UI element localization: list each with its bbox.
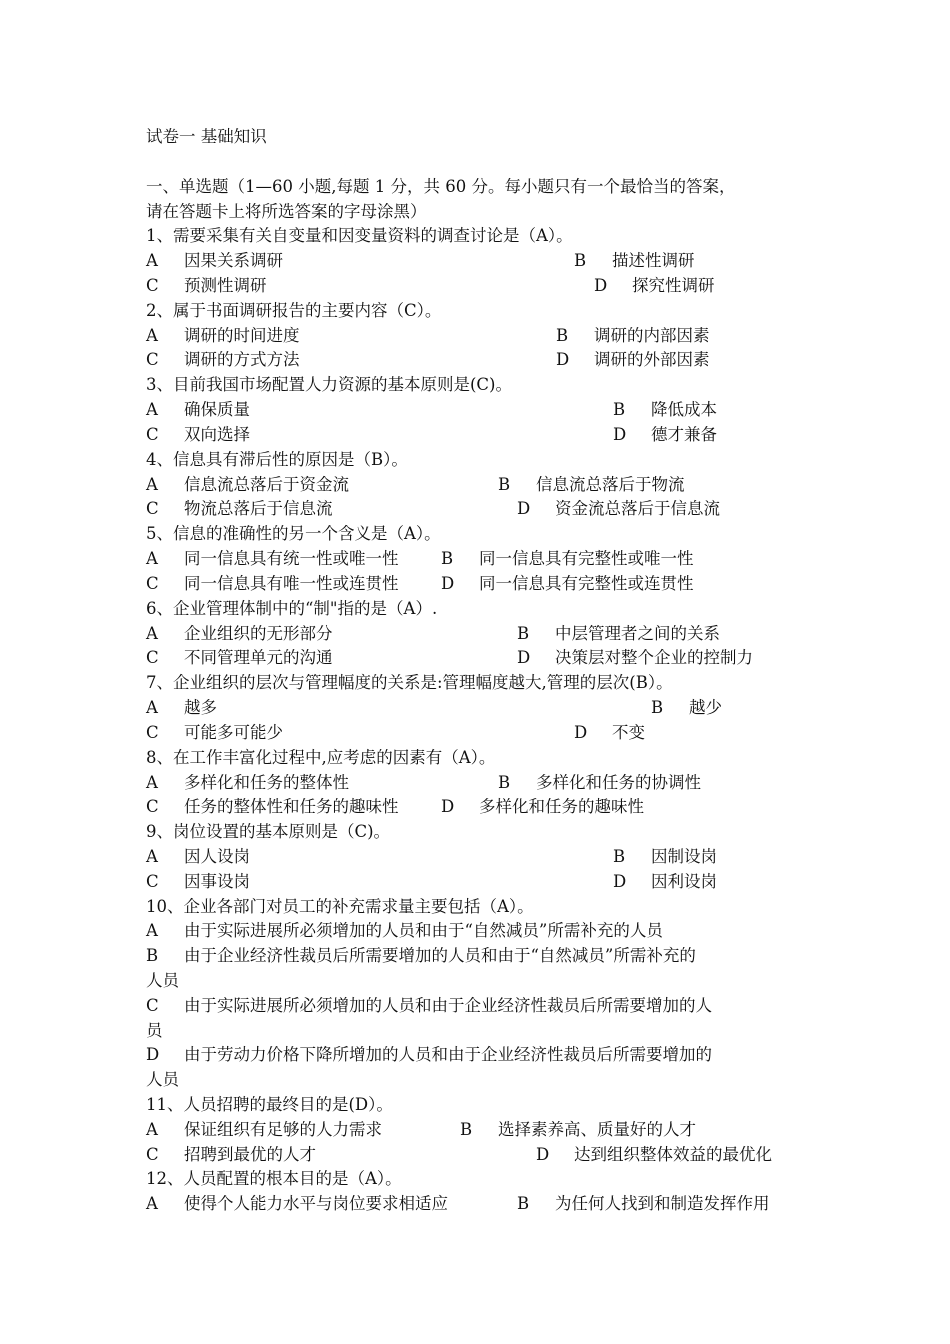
option-letter: A <box>146 326 158 345</box>
q6-option-a <box>146 622 333 647</box>
option-text: 越多 <box>184 698 217 717</box>
option-letter: B <box>517 624 530 643</box>
option-letter: D <box>441 797 455 816</box>
q1-option-b <box>574 249 695 274</box>
q11-option-a <box>146 1118 382 1143</box>
option-letter: D <box>517 499 531 518</box>
option-text: 由于劳动力价格下降所增加的人员和由于企业经济性裁员后所需要增加的 <box>184 1045 712 1064</box>
question-5: 5、信息的准确性的另一个含义是（A）。 <box>146 524 441 543</box>
option-letter: C <box>146 996 159 1015</box>
option-letter: D <box>574 723 588 742</box>
q9-option-a <box>146 845 250 870</box>
option-letter: C <box>146 574 159 593</box>
option-letter: B <box>460 1120 473 1139</box>
option-text: 使得个人能力水平与岗位要求相适应 <box>184 1194 448 1213</box>
option-text: 德才兼备 <box>651 425 717 444</box>
option-letter: B <box>574 251 587 270</box>
option-text: 多样化和任务的趣味性 <box>479 797 644 816</box>
option-text: 任务的整体性和任务的趣味性 <box>184 797 399 816</box>
option-text: 招聘到最优的人才 <box>184 1145 316 1164</box>
q8-option-b <box>498 771 701 796</box>
option-text: 双向选择 <box>184 425 250 444</box>
option-letter: B <box>498 475 511 494</box>
q4-option-a <box>146 473 349 498</box>
option-letter: C <box>146 350 159 369</box>
q5-option-a <box>146 547 399 572</box>
option-text: 保证组织有足够的人力需求 <box>184 1120 382 1139</box>
question-8: 8、在工作丰富化过程中,应考虑的因素有（A）。 <box>146 748 496 767</box>
q8-option-c <box>146 795 399 820</box>
option-letter: B <box>146 946 159 965</box>
question-9: 9、岗位设置的基本原则是（C)。 <box>146 822 391 841</box>
option-letter: D <box>556 350 570 369</box>
option-text: 多样化和任务的整体性 <box>184 773 349 792</box>
q4-option-b <box>498 473 685 498</box>
q6-option-d <box>517 646 753 671</box>
option-text: 预测性调研 <box>184 276 267 295</box>
section-heading-line2: 请在答题卡上将所选答案的字母涂黑） <box>146 202 427 221</box>
q10-option-c <box>146 994 712 1019</box>
option-letter: C <box>146 723 159 742</box>
q5-option-b <box>441 547 694 572</box>
option-text: 同一信息具有完整性或唯一性 <box>479 549 694 568</box>
q1-option-c <box>146 274 267 299</box>
option-letter: D <box>536 1145 550 1164</box>
option-letter: C <box>146 797 159 816</box>
option-text: 调研的内部因素 <box>594 326 710 345</box>
option-text: 调研的时间进度 <box>184 326 300 345</box>
option-letter: D <box>146 1045 160 1064</box>
q10-option-d-continued: 人员 <box>146 1070 179 1089</box>
option-text: 调研的方式方法 <box>184 350 300 369</box>
q1-option-a <box>146 249 283 274</box>
q1-option-d <box>594 274 715 299</box>
option-text: 企业组织的无形部分 <box>184 624 333 643</box>
question-4: 4、信息具有滞后性的原因是（B）。 <box>146 450 408 469</box>
option-text: 因制设岗 <box>651 847 717 866</box>
q9-option-d <box>613 870 717 895</box>
q3-option-b <box>613 398 717 423</box>
option-letter: A <box>146 1120 158 1139</box>
question-12: 12、人员配置的根本目的是（A）。 <box>146 1169 402 1188</box>
option-letter: B <box>498 773 511 792</box>
exam-title: 试卷一 基础知识 <box>146 127 267 146</box>
option-text: 由于实际进展所必须增加的人员和由于“自然减员”所需补充的人员 <box>184 921 663 940</box>
option-letter: A <box>146 624 158 643</box>
option-letter: A <box>146 549 158 568</box>
question-11: 11、人员招聘的最终目的是(D）。 <box>146 1095 393 1114</box>
q4-option-d <box>517 497 720 522</box>
option-letter: B <box>441 549 454 568</box>
q2-option-d <box>556 348 710 373</box>
question-7: 7、企业组织的层次与管理幅度的关系是:管理幅度越大,管理的层次(B）。 <box>146 673 673 692</box>
option-letter: B <box>613 847 626 866</box>
option-text: 达到组织整体效益的最优化 <box>574 1145 772 1164</box>
option-letter: B <box>613 400 626 419</box>
q3-option-c <box>146 423 250 448</box>
option-text: 资金流总落后于信息流 <box>555 499 720 518</box>
option-text: 同一信息具有统一性或唯一性 <box>184 549 399 568</box>
option-text: 因果关系调研 <box>184 251 283 270</box>
option-text: 降低成本 <box>651 400 717 419</box>
option-text: 确保质量 <box>184 400 250 419</box>
q11-option-b <box>460 1118 696 1143</box>
q10-option-b-continued: 人员 <box>146 971 179 990</box>
option-letter: A <box>146 475 158 494</box>
option-text: 信息流总落后于物流 <box>536 475 685 494</box>
option-letter: C <box>146 872 159 891</box>
option-text: 描述性调研 <box>612 251 695 270</box>
q3-option-d <box>613 423 717 448</box>
q11-option-c <box>146 1143 316 1168</box>
option-letter: A <box>146 400 158 419</box>
option-letter: A <box>146 1194 158 1213</box>
option-letter: C <box>146 425 159 444</box>
option-text: 决策层对整个企业的控制力 <box>555 648 753 667</box>
q6-option-c <box>146 646 333 671</box>
q5-option-d <box>441 572 694 597</box>
q7-option-a <box>146 696 217 721</box>
option-text: 可能多可能少 <box>184 723 283 742</box>
option-text: 因事设岗 <box>184 872 250 891</box>
option-text: 同一信息具有唯一性或连贯性 <box>184 574 399 593</box>
option-letter: A <box>146 251 158 270</box>
option-text: 越少 <box>689 698 722 717</box>
question-3: 3、目前我国市场配置人力资源的基本原则是(C)。 <box>146 375 512 394</box>
option-letter: B <box>556 326 569 345</box>
q3-option-a <box>146 398 250 423</box>
q5-option-c <box>146 572 399 597</box>
option-letter: C <box>146 648 159 667</box>
option-letter: D <box>613 872 627 891</box>
option-letter: A <box>146 847 158 866</box>
q7-option-b <box>651 696 722 721</box>
option-text: 信息流总落后于资金流 <box>184 475 349 494</box>
option-letter: A <box>146 698 158 717</box>
q2-option-a <box>146 324 300 349</box>
option-text: 因利设岗 <box>651 872 717 891</box>
q9-option-b <box>613 845 717 870</box>
option-text: 多样化和任务的协调性 <box>536 773 701 792</box>
q6-option-b <box>517 622 720 647</box>
option-text: 由于企业经济性裁员后所需要增加的人员和由于“自然减员”所需补充的 <box>184 946 696 965</box>
option-text: 因人设岗 <box>184 847 250 866</box>
option-text: 不变 <box>612 723 645 742</box>
q7-option-c <box>146 721 283 746</box>
option-text: 不同管理单元的沟通 <box>184 648 333 667</box>
q8-option-d <box>441 795 644 820</box>
option-letter: B <box>517 1194 530 1213</box>
q4-option-c <box>146 497 333 522</box>
option-letter: A <box>146 773 158 792</box>
option-text: 物流总落后于信息流 <box>184 499 333 518</box>
q8-option-a <box>146 771 349 796</box>
question-2: 2、属于书面调研报告的主要内容（C）。 <box>146 301 442 320</box>
q10-option-b <box>146 944 696 969</box>
option-letter: B <box>651 698 664 717</box>
option-letter: D <box>517 648 531 667</box>
q12-option-b <box>517 1192 770 1217</box>
option-letter: D <box>594 276 608 295</box>
option-text: 同一信息具有完整性或连贯性 <box>479 574 694 593</box>
option-text: 探究性调研 <box>632 276 715 295</box>
q10-option-c-continued: 员 <box>146 1021 163 1040</box>
option-text: 由于实际进展所必须增加的人员和由于企业经济性裁员后所需要增加的人 <box>184 996 712 1015</box>
option-letter: C <box>146 499 159 518</box>
option-letter: A <box>146 921 158 940</box>
option-letter: C <box>146 1145 159 1164</box>
section-heading-line1: 一、单选题（1—60 小题,每题 1 分，共 60 分。每小题只有一个最恰当的答案， <box>146 177 736 196</box>
option-text: 中层管理者之间的关系 <box>555 624 720 643</box>
option-letter: C <box>146 276 159 295</box>
option-letter: D <box>441 574 455 593</box>
q11-option-d <box>536 1143 772 1168</box>
q9-option-c <box>146 870 250 895</box>
q2-option-c <box>146 348 300 373</box>
question-1: 1、需要采集有关自变量和因变量资料的调查讨论是（A）。 <box>146 226 573 245</box>
option-text: 调研的外部因素 <box>594 350 710 369</box>
q12-option-a <box>146 1192 448 1217</box>
question-6: 6、企业管理体制中的“制"指的是（A）. <box>146 599 438 618</box>
option-text: 为任何人找到和制造发挥作用 <box>555 1194 770 1213</box>
q2-option-b <box>556 324 710 349</box>
question-10: 10、企业各部门对员工的补充需求量主要包括（A）。 <box>146 897 534 916</box>
q10-option-a <box>146 919 663 944</box>
option-text: 选择素养高、质量好的人才 <box>498 1120 696 1139</box>
option-letter: D <box>613 425 627 444</box>
q10-option-d <box>146 1043 712 1068</box>
q7-option-d <box>574 721 645 746</box>
